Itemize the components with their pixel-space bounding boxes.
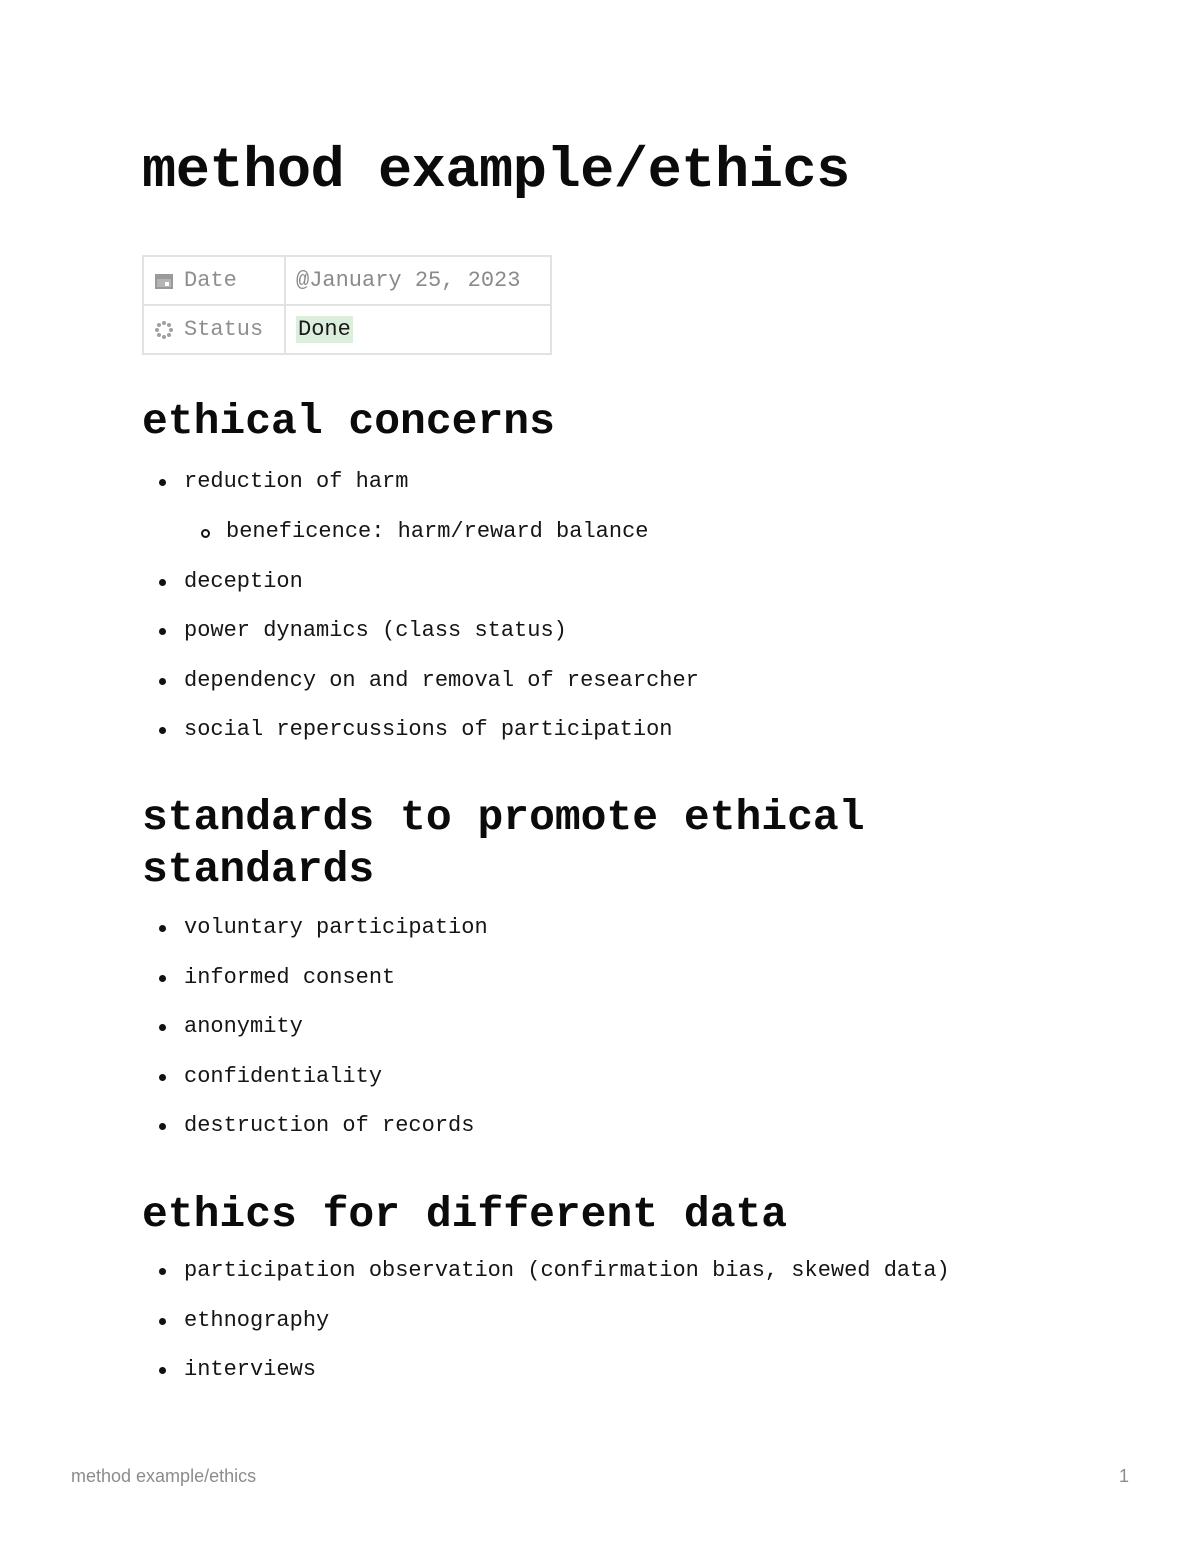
status-spinner-icon <box>154 320 174 340</box>
status-badge[interactable]: Done <box>298 317 351 342</box>
section-heading-standards-line2: standards <box>142 845 375 894</box>
list-item: deception <box>184 569 699 619</box>
list-item: ethnography <box>184 1308 950 1358</box>
date-value[interactable]: @January 25, 2023 <box>296 268 521 293</box>
list-item: informed consent <box>184 965 488 1015</box>
list-item-nested: beneficence: harm/reward balance <box>226 519 699 569</box>
footer-page-number: 1 <box>1118 1466 1129 1486</box>
list-item: power dynamics (class status) <box>184 618 699 668</box>
property-key-status <box>143 305 285 354</box>
ethics-data-list <box>184 1258 950 1407</box>
list-item: social repercussions of participation <box>184 717 699 767</box>
footer-title: method example/ethics <box>71 1466 257 1486</box>
list-item: participation observation (confirmation bias, skewed data) <box>184 1258 950 1308</box>
list-item: dependency on and removal of researcher <box>184 668 699 718</box>
list-item: reduction of harm <box>184 469 699 519</box>
properties-table <box>142 255 552 355</box>
list-item: destruction of records <box>184 1113 488 1163</box>
property-label-status: Status <box>184 317 264 342</box>
section-heading-ethical-concerns: ethical concerns <box>142 397 555 446</box>
section-heading-ethics-for-different-data: ethics for different data <box>142 1190 788 1239</box>
section-heading-standards-line1: standards to promote ethical <box>142 793 865 842</box>
list-item: anonymity <box>184 1014 488 1064</box>
property-value-status[interactable] <box>285 305 551 354</box>
list-item: interviews <box>184 1357 950 1407</box>
property-label-date: Date <box>184 268 237 293</box>
property-row-status <box>143 305 551 354</box>
page-title: method example/ethics <box>142 140 850 204</box>
list-item: voluntary participation <box>184 915 488 965</box>
calendar-icon <box>154 271 174 291</box>
property-row-date <box>143 256 551 305</box>
section-heading-standards <box>142 792 865 896</box>
ethical-concerns-list <box>184 469 699 767</box>
standards-list <box>184 915 488 1163</box>
property-key-date <box>143 256 285 305</box>
property-value-date[interactable] <box>285 256 551 305</box>
list-item: confidentiality <box>184 1064 488 1114</box>
